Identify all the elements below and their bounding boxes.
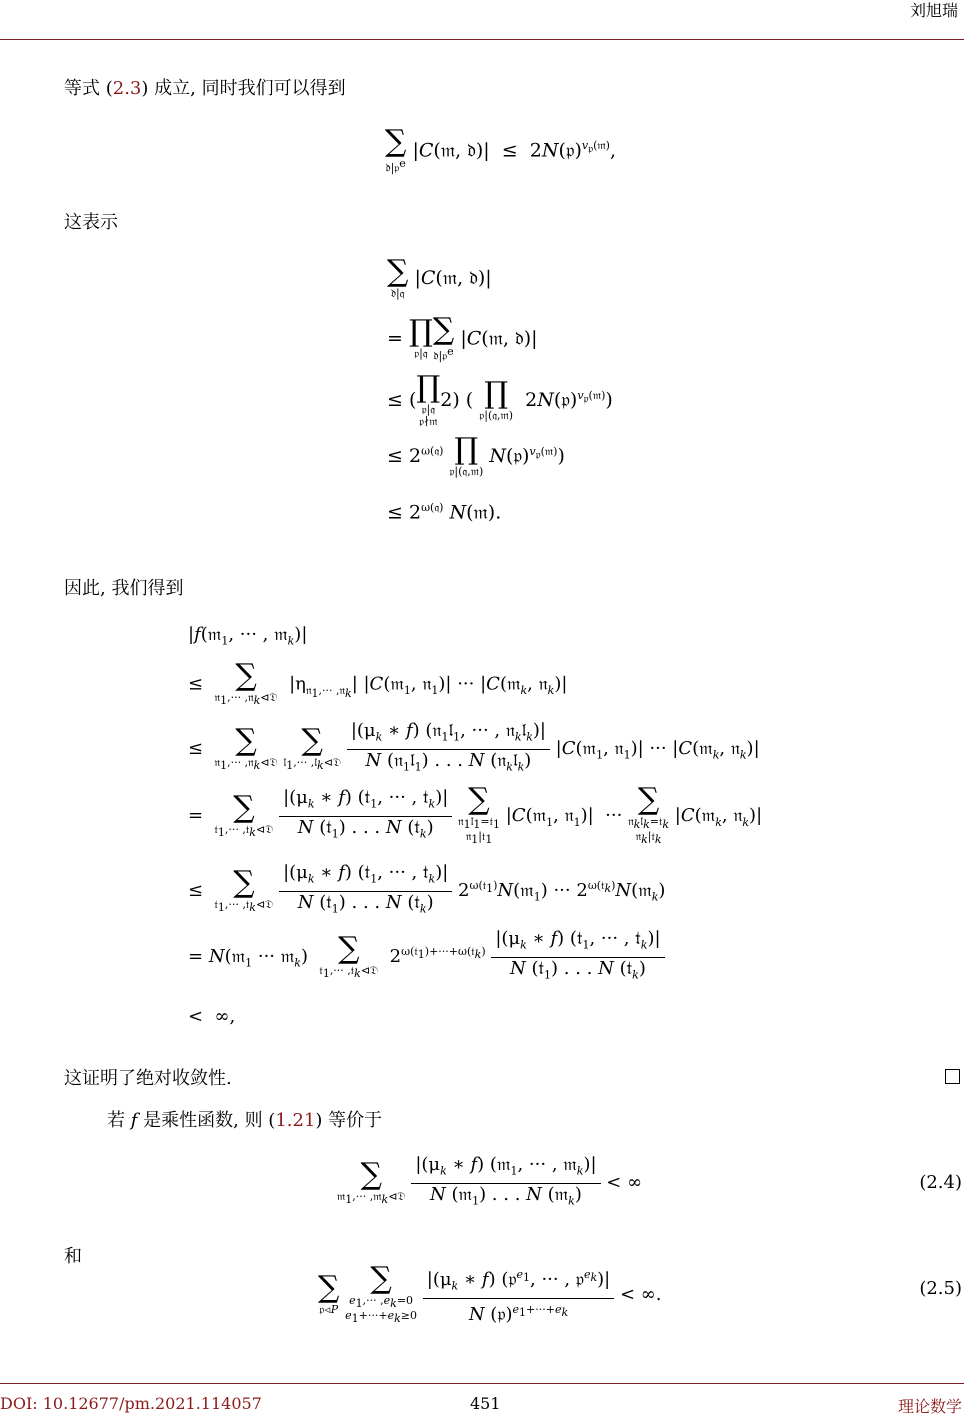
paragraph-4: 这证明了绝对收敛性. xyxy=(64,1068,232,1089)
header-author: 刘旭瑞 xyxy=(909,1,958,20)
text: 是乘性函数, 则 ( xyxy=(137,1110,276,1131)
paragraph-1 xyxy=(64,74,346,100)
equation-product-chain: ∑ 𝔡|𝔮 |C(𝔪, 𝔡)| = ∏ 𝔭|𝔮 ∑ 𝔡|𝔭$^e$ |C(𝔪, 𝔡)| ≤ ( ∏ 𝔭|𝔮 𝔭∤𝔪 2) ( ∏ 𝔭|(𝔮,𝔪) 2N(𝔭)$^{v_𝔭(𝔪)}$) ≤ $2^{\omega(𝔮)}$ ∏ 𝔭|(𝔮,𝔪) N(𝔭)$^{v_𝔭(𝔪)}$) ≤ $2^{\omega(𝔮)}$ N(𝔪). xyxy=(387,254,613,524)
paragraph-2: 这表示 xyxy=(64,212,118,233)
text: 若 xyxy=(107,1110,131,1131)
text: ) 等价于 xyxy=(315,1110,383,1131)
paragraph-5 xyxy=(107,1106,382,1132)
equation-absolute-convergence: |f(𝔪$_1$, ··· , 𝔪$_k$)| ≤ ∑ 𝔫$_1$,··· ,𝔫$_k$⊲𝔇 $|\eta_{𝔫_1,\cdot\cdot\cdot ,𝔫_k}|$ |C(𝔪$_1$, 𝔫$_1$)| ··· |C(𝔪$_k$, 𝔫$_k$)| ≤ ∑ 𝔫$_1$,··· ,𝔫$_k$⊲𝔇 ∑ 𝔩$_1$,··· ,𝔩$_k$⊲𝔇 $\frac{|(\mu_k ∗ f) (𝔫_1𝔩_1, \cdot\cdot\cdot , 𝔫_k𝔩_k)|}{N (𝔫_1𝔩_1) . . . N (𝔫_k𝔩_k)}$ |C(𝔪$_1$, 𝔫$_1$)| ··· |C(𝔪$_k$, 𝔫$_k$)| = ∑ 𝔱$_1$,··· ,𝔱$_k$⊲𝔇 $\frac{|(\mu_k ∗ f) (𝔱_1, \cdot\cdot\cdot , 𝔱_k)|}{N (𝔱_1) . . . N (𝔱_k)}$ ∑ 𝔫$_1$𝔩$_1$=𝔱$_1$ 𝔫$_1$|𝔱$_1$ |C(𝔪$_1$, 𝔫$_1$)| ··· ∑ 𝔫$_k$𝔩$_k$=𝔱$_k$ 𝔫$_k$|𝔱$_k$ |C(𝔪$_k$, 𝔫$_k$)| ≤ ∑ 𝔱$_1$,··· ,𝔱$_k$⊲𝔇 $\frac{|(\mu_k ∗ f) (𝔱_1, \cdot\cdot\cdot , 𝔱_k)|}{N (𝔱_1) . . . N (𝔱_k)}$ $2^{\omega(𝔱_1)}N(𝔪_1)$ ··· $2^{\omega(𝔱_k)}N(𝔪_k)$ = N(𝔪$_1$ ··· 𝔪$_k$) ∑ 𝔱$_1$,··· ,𝔱$_k$⊲𝔇 $2^{\omega(𝔱_1)+\cdot\cdot\cdot+\omega(𝔱_k)}$ $\frac{|(\mu_k ∗ f) (𝔱_1, \cdot\cdot\cdot , 𝔱_k)|}{N (𝔱_1) . . . N (𝔱_k)}$ < ∞, xyxy=(188,624,763,1027)
equation-number-2-5: (2.5) xyxy=(919,1278,962,1299)
footer-journal-name[interactable]: 理论数学 xyxy=(897,1397,962,1416)
footer-doi-link[interactable]: DOI: 10.12677/pm.2021.114057 xyxy=(0,1394,262,1413)
text: 等式 ( xyxy=(64,78,113,99)
equation-number-2-4: (2.4) xyxy=(919,1172,962,1193)
footer-rule xyxy=(0,1383,964,1384)
equation-ref-2-3[interactable]: 2.3 xyxy=(112,78,142,99)
paragraph-3: 因此, 我们得到 xyxy=(64,578,184,599)
header-rule xyxy=(0,39,964,40)
equation-ref-1-21[interactable]: 1.21 xyxy=(275,1110,316,1131)
text: ) 成立, 同时我们可以得到 xyxy=(141,78,346,99)
equation-sum-bound: ∑ 𝔡|𝔭$^e$ |C(𝔪, 𝔡)| ≤ 2N(𝔭)$^{v_𝔭(𝔪)}$, xyxy=(385,124,616,175)
equation-2-4: ∑ 𝔪$_1$,··· ,𝔪$_k$⊲𝔇 $\frac{|(\mu_k ∗ f) (𝔪_1, \cdot\cdot\cdot , 𝔪_k)|}{N (𝔪_1) . . . N (𝔪_k)}$ < ∞ xyxy=(337,1154,643,1208)
equation-2-5: ∑ 𝔭⊲P ∑ $e_1,\cdot\cdot\cdot ,e_k=0$ $e_1+\cdot\cdot\cdot+e_k\ge 0$ $\frac{|(\mu_k ∗ f) (𝔭^{e_1}, \cdot\cdot\cdot , 𝔭^{e_k})|}{N (𝔭)^{e_1+\cdot\cdot\cdot+e_k}}$ < ∞. xyxy=(318,1260,662,1325)
paragraph-6: 和 xyxy=(64,1246,82,1267)
qed-box xyxy=(945,1069,960,1084)
symbol-f: f xyxy=(130,1110,138,1131)
footer-page-number: 451 xyxy=(470,1394,501,1413)
